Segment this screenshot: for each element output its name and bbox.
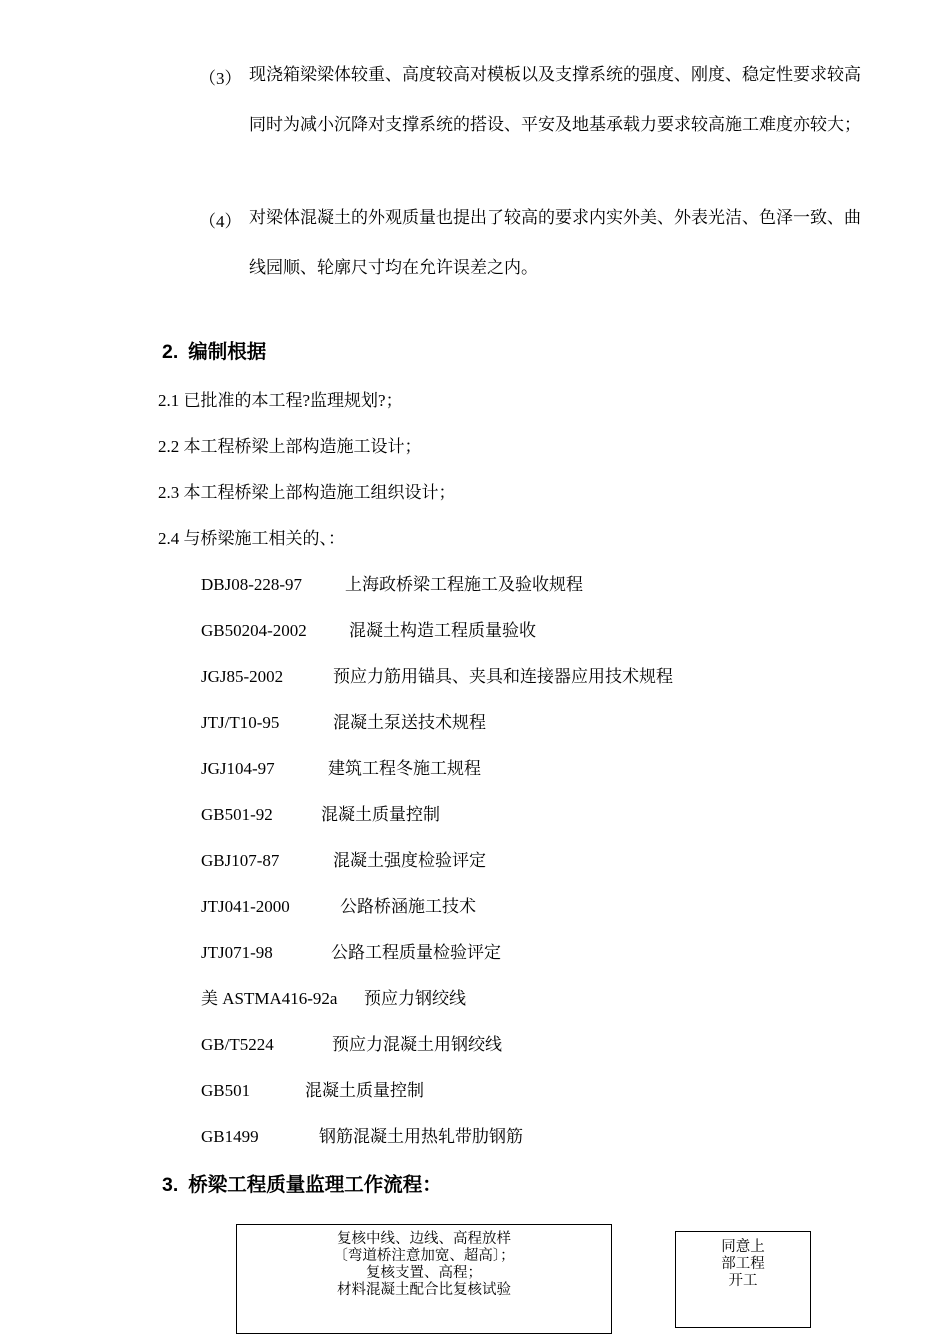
standard-code: JTJ041-2000 [201, 897, 290, 916]
standard-code: GBJ107-87 [201, 851, 280, 870]
standard-row [201, 1076, 424, 1101]
standard-code: GB501 [201, 1081, 251, 1100]
standard-name: 公路桥涵施工技术 [340, 897, 476, 916]
standard-row [201, 846, 486, 871]
section-3-heading [162, 1169, 442, 1197]
standard-code: JGJ85-2002 [201, 667, 284, 686]
standard-row [201, 708, 486, 733]
requirement-number: （4） [199, 212, 242, 231]
standard-name: 混凝土质量控制 [321, 805, 440, 824]
flow-box-line: 〔弯道桥注意加宽、超高〕； [333, 1248, 515, 1264]
basis-item-3: 2.3 本工程桥梁上部构造施工组织设计； [158, 483, 456, 502]
flow-box-line: 复核支置、高程； [366, 1265, 482, 1281]
requirement-number: （3） [199, 69, 242, 88]
standard-row [201, 662, 673, 687]
standard-code: JGJ104-97 [201, 759, 275, 778]
section-title: 编制根据 [188, 341, 267, 363]
standard-row [201, 616, 536, 641]
standard-row [201, 800, 440, 825]
flow-box-line: 同意上 [721, 1239, 765, 1255]
basis-item-4: 2.4 与桥梁施工相关的、： [158, 529, 345, 548]
standard-name: 预应力筋用锚具、夹具和连接器应用技术规程 [333, 667, 673, 686]
standard-name: 钢筋混凝土用热轧带肋钢筋 [319, 1127, 523, 1146]
standard-code: GB50204-2002 [201, 621, 307, 640]
standard-name: 混凝土泵送技术规程 [333, 713, 486, 732]
section-number: 3. [162, 1174, 179, 1196]
basis-item-1: 2.1 已批准的本工程?监理规划?； [158, 391, 403, 410]
flow-box-line: 复核中线、边线、高程放样 [337, 1231, 511, 1247]
flow-box-line: 材料混凝土配合比复核试验 [337, 1282, 511, 1298]
section-title: 桥梁工程质量监理工作流程： [188, 1174, 442, 1196]
flow-box-approval [675, 1231, 811, 1328]
standard-code: JTJ071-98 [201, 943, 273, 962]
requirement-text: 对梁体混凝土的外观质量也提出了较高的要求内实外美、外表光洁、色泽一致、曲线园顺、轮廓尺寸均在允许误差之内。 [249, 208, 861, 277]
standard-row [201, 570, 583, 595]
flow-box-line: 部工程 [721, 1256, 765, 1272]
standard-row [201, 984, 466, 1009]
requirement-text: 现浇箱梁梁体较重、高度较高对模板以及支撑系统的强度、刚度、稳定性要求较高同时为减小沉降对支撑系统的搭设、平安及地基承载力要求较高施工难度亦较大； [249, 65, 861, 134]
standard-name: 公路工程质量检验评定 [331, 943, 501, 962]
standard-row [201, 1122, 523, 1147]
standard-row [201, 754, 481, 779]
standard-name: 建筑工程冬施工规程 [328, 759, 481, 778]
basis-item-2: 2.2 本工程桥梁上部构造施工设计； [158, 437, 422, 456]
section-number: 2. [162, 341, 179, 363]
standard-name: 混凝土构造工程质量验收 [349, 621, 536, 640]
standard-row [201, 1030, 502, 1055]
standard-code: JTJ/T10-95 [201, 713, 280, 732]
standard-name: 上海政桥梁工程施工及验收规程 [345, 575, 583, 594]
standard-row [201, 892, 476, 917]
standard-row [201, 938, 501, 963]
flow-box-line: 开工 [728, 1273, 758, 1289]
standard-code: GB/T5224 [201, 1035, 274, 1054]
standard-code: 美 ASTMA416-92a [201, 989, 338, 1008]
section-2-heading [162, 336, 266, 364]
standard-name: 预应力钢绞线 [364, 989, 466, 1008]
standard-code: GB1499 [201, 1127, 259, 1146]
standard-code: DBJ08-228-97 [201, 575, 303, 594]
flow-box-verification [236, 1224, 612, 1334]
standard-code: GB501-92 [201, 805, 273, 824]
requirement-item-3 [199, 64, 861, 150]
standard-name: 预应力混凝土用钢绞线 [332, 1035, 502, 1054]
standard-name: 混凝土强度检验评定 [333, 851, 486, 870]
standard-name: 混凝土质量控制 [305, 1081, 424, 1100]
requirement-item-4 [199, 207, 861, 293]
